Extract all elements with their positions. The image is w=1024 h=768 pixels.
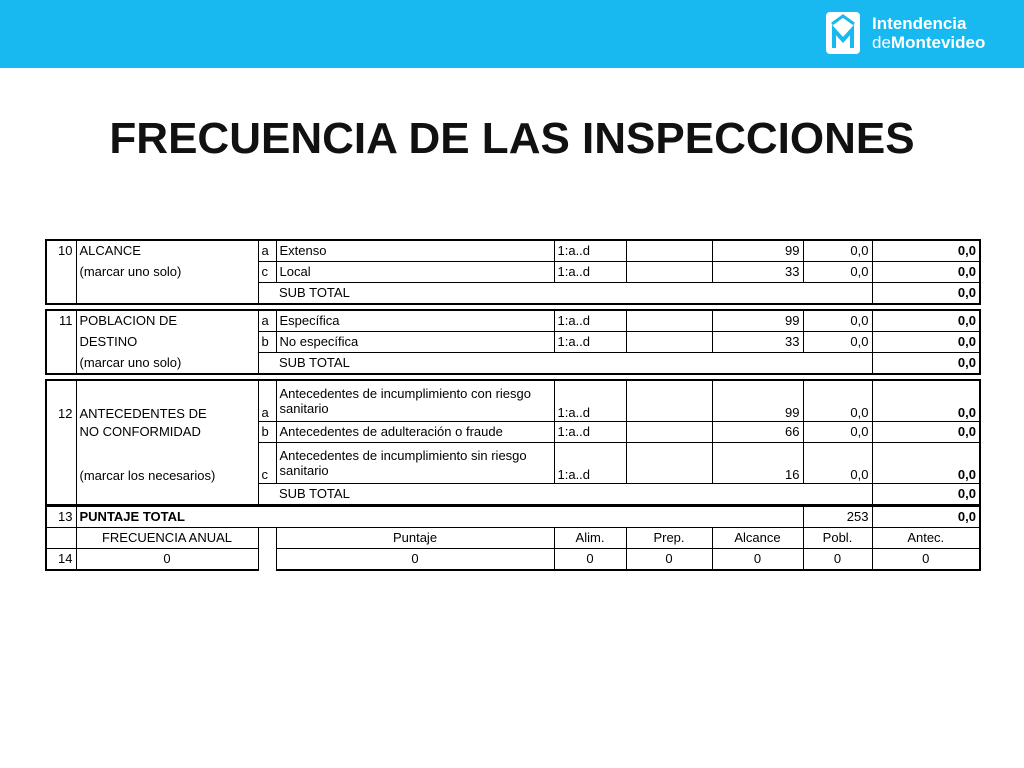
prep-value: 0 bbox=[626, 549, 712, 571]
row-empty bbox=[626, 262, 712, 283]
row-letter: b bbox=[258, 422, 276, 443]
alim-value: 0 bbox=[554, 549, 626, 571]
row-letter: a bbox=[258, 380, 276, 422]
logo-mark-icon bbox=[826, 12, 860, 54]
top-bar bbox=[0, 0, 1024, 68]
total-value: 0,0 bbox=[872, 506, 980, 528]
row-value: 0,0 bbox=[803, 422, 872, 443]
row-value: 0,0 bbox=[803, 240, 872, 262]
frequency-header: FRECUENCIA ANUAL bbox=[76, 528, 258, 549]
row-total: 0,0 bbox=[872, 443, 980, 484]
row-desc: Local bbox=[276, 262, 554, 283]
row-points: 33 bbox=[712, 332, 803, 353]
alcance-header: Alcance bbox=[712, 528, 803, 549]
subtotal-label: SUB TOTAL bbox=[276, 353, 872, 375]
section-13-14-table bbox=[45, 505, 981, 571]
row-desc: No específica bbox=[276, 332, 554, 353]
row-letter: a bbox=[258, 310, 276, 332]
row-value: 0,0 bbox=[803, 310, 872, 332]
subtotal-label: SUB TOTAL bbox=[276, 283, 872, 305]
row-desc: Antecedentes de adulteración o fraude bbox=[276, 422, 554, 443]
row-value: 0,0 bbox=[803, 380, 872, 422]
row-range: 1:a..d bbox=[554, 240, 626, 262]
section-12-table bbox=[45, 379, 981, 506]
row-letter: c bbox=[258, 443, 276, 484]
row-total: 0,0 bbox=[872, 380, 980, 422]
row-range: 1:a..d bbox=[554, 310, 626, 332]
row-value: 0,0 bbox=[803, 332, 872, 353]
row-range: 1:a..d bbox=[554, 443, 626, 484]
row-desc: Específica bbox=[276, 310, 554, 332]
row-desc: Extenso bbox=[276, 240, 554, 262]
section-num: 12 bbox=[46, 380, 76, 422]
logo-line2-main: Montevideo bbox=[890, 33, 986, 52]
subtotal-value: 0,0 bbox=[872, 353, 980, 375]
pobl-value: 0 bbox=[803, 549, 872, 571]
subtotal-value: 0,0 bbox=[872, 283, 980, 305]
row-points: 99 bbox=[712, 380, 803, 422]
row-letter: c bbox=[258, 262, 276, 283]
row-points: 16 bbox=[712, 443, 803, 484]
section-11-table bbox=[45, 309, 981, 375]
row-range: 1:a..d bbox=[554, 262, 626, 283]
section-label: ANTECEDENTES DE bbox=[76, 380, 258, 422]
section-label: ALCANCE bbox=[76, 240, 258, 262]
row-empty bbox=[626, 240, 712, 262]
row-total: 0,0 bbox=[872, 240, 980, 262]
row-range: 1:a..d bbox=[554, 422, 626, 443]
frequency-value: 0 bbox=[76, 549, 258, 571]
row-range: 1:a..d bbox=[554, 380, 626, 422]
section-label: (marcar uno solo) bbox=[76, 353, 258, 375]
row-points: 99 bbox=[712, 240, 803, 262]
row-empty bbox=[626, 422, 712, 443]
section-label: NO CONFORMIDAD bbox=[79, 424, 201, 439]
section-10-table bbox=[45, 239, 981, 305]
alim-header: Alim. bbox=[554, 528, 626, 549]
section-num: 13 bbox=[46, 506, 76, 528]
logo-line1: Intendencia bbox=[872, 14, 967, 33]
row-value: 0,0 bbox=[803, 262, 872, 283]
section-label: (marcar los necesarios) bbox=[79, 467, 216, 483]
row-points: 33 bbox=[712, 262, 803, 283]
row-points: 66 bbox=[712, 422, 803, 443]
total-label: PUNTAJE TOTAL bbox=[76, 506, 803, 528]
row-letter: b bbox=[258, 332, 276, 353]
prep-header: Prep. bbox=[626, 528, 712, 549]
row-range: 1:a..d bbox=[554, 332, 626, 353]
section-label: DESTINO bbox=[79, 334, 138, 349]
row-empty bbox=[626, 310, 712, 332]
row-total: 0,0 bbox=[872, 310, 980, 332]
row-total: 0,0 bbox=[872, 332, 980, 353]
row-empty bbox=[626, 332, 712, 353]
alcance-value: 0 bbox=[712, 549, 803, 571]
subtotal-label: SUB TOTAL bbox=[276, 484, 872, 506]
page-title: FRECUENCIA DE LAS INSPECCIONES bbox=[109, 114, 915, 163]
section-num: 11 bbox=[46, 310, 76, 332]
antec-header: Antec. bbox=[872, 528, 980, 549]
row-points: 99 bbox=[712, 310, 803, 332]
pobl-header: Pobl. bbox=[803, 528, 872, 549]
row-value: 0,0 bbox=[803, 443, 872, 484]
total-points: 253 bbox=[803, 506, 872, 528]
section-num: 10 bbox=[46, 240, 76, 262]
puntaje-header: Puntaje bbox=[276, 528, 554, 549]
row-total: 0,0 bbox=[872, 262, 980, 283]
intendencia-logo bbox=[826, 12, 985, 54]
section-label: POBLACION DE bbox=[76, 310, 258, 332]
logo-line2-prefix: de bbox=[872, 33, 891, 52]
row-letter: a bbox=[258, 240, 276, 262]
section-label: (marcar uno solo) bbox=[79, 264, 182, 279]
row-empty bbox=[626, 443, 712, 484]
antec-value: 0 bbox=[872, 549, 980, 571]
subtotal-value: 0,0 bbox=[872, 484, 980, 506]
puntaje-value: 0 bbox=[276, 549, 554, 571]
row-desc: Antecedentes de incumplimiento con riesgo sanitario bbox=[276, 380, 554, 422]
section-num: 14 bbox=[46, 549, 76, 571]
row-desc: Antecedentes de incumplimiento sin riesgo sanitario bbox=[276, 443, 554, 484]
row-empty bbox=[626, 380, 712, 422]
row-total: 0,0 bbox=[872, 422, 980, 443]
